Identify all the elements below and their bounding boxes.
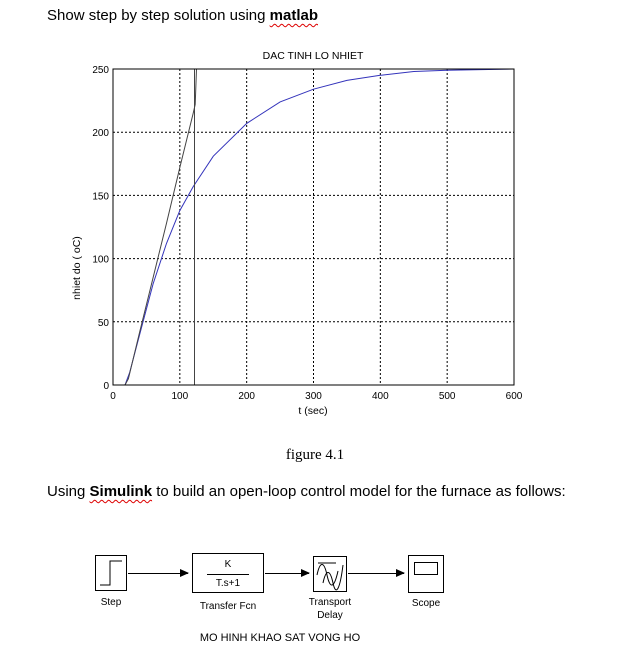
step-to-tf-arrow <box>128 573 188 574</box>
y-tick-label: 50 <box>97 317 109 329</box>
question-text-matlab <box>47 7 318 24</box>
y-tick-label: 250 <box>92 65 109 76</box>
transfer-fcn-label: Transfer Fcn <box>199 601 257 612</box>
question-keyword-simulink: Simulink <box>89 483 153 500</box>
step-icon <box>96 556 126 590</box>
question-prefix: Show step by step solution using <box>47 7 270 24</box>
chart-title: DAC TINH LO NHIET <box>262 50 364 62</box>
x-axis-label: t (sec) <box>298 405 328 417</box>
question2-prefix: Using <box>47 483 90 500</box>
step-label: Step <box>100 597 122 608</box>
x-tick-label: 400 <box>371 391 389 402</box>
delay-wave-icon <box>314 557 346 591</box>
y-tick-label: 150 <box>92 191 109 203</box>
tf-to-delay-arrow <box>265 573 309 574</box>
step-block <box>95 555 127 591</box>
question2-suffix: to build an open-loop control model for the furnace as follows: <box>152 483 566 500</box>
question-text-simulink <box>47 483 566 500</box>
y-tick-label: 0 <box>103 381 109 392</box>
x-tick-label: 600 <box>505 391 523 402</box>
figure-caption: figure 4.1 <box>285 447 345 463</box>
delay-to-scope-arrow <box>348 573 404 574</box>
model-title: MO HINH KHAO SAT VONG HO <box>199 632 361 644</box>
delay-label-line1: Transport <box>308 597 352 608</box>
series-line-2 <box>113 69 197 385</box>
transport-delay-label <box>288 596 372 622</box>
scope-block <box>408 555 444 593</box>
y-axis-label: nhiet do ( oC) <box>71 236 83 300</box>
transport-delay-block <box>313 556 347 592</box>
delay-label-line2: Delay <box>317 610 343 621</box>
tf-denominator: T.s+1 <box>215 578 241 589</box>
transfer-fcn-block <box>192 553 264 593</box>
y-tick-label: 100 <box>92 254 109 266</box>
x-tick-label: 200 <box>238 391 256 402</box>
scope-screen-icon <box>414 562 438 575</box>
x-tick-label: 500 <box>438 391 456 402</box>
x-tick-label: 300 <box>305 391 322 402</box>
x-tick-label: 0 <box>110 391 116 402</box>
y-tick-label: 200 <box>92 128 109 140</box>
scope-label: Scope <box>411 598 441 609</box>
x-tick-label: 100 <box>171 391 189 402</box>
temperature-chart <box>0 40 630 420</box>
tf-numerator: K <box>224 559 232 570</box>
question-keyword-matlab: matlab <box>269 7 318 24</box>
tf-fraction-bar <box>207 574 249 575</box>
